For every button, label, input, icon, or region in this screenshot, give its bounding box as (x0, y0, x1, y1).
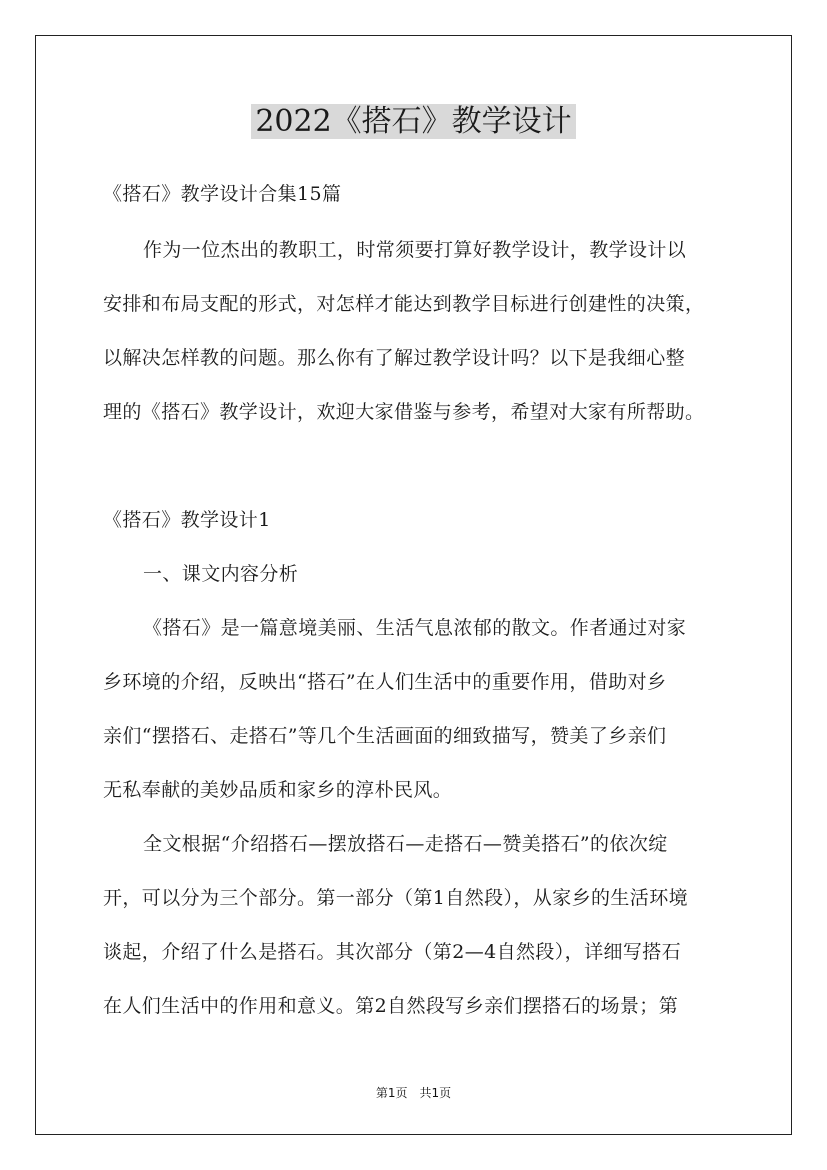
intro-line: 安排和布局支配的形式，对怎样才能达到教学目标进行创建性的决策， (103, 293, 705, 315)
section-heading: 《搭石》教学设计1 (103, 509, 271, 531)
document-title (0, 102, 827, 142)
paragraph-line: 乡环境的介绍，反映出“搭石”在人们生活中的重要作用，借助对乡 (103, 671, 667, 693)
paragraph-line: 亲们“摆搭石、走搭石”等几个生活画面的细致描写，赞美了乡亲们 (103, 725, 667, 747)
intro-line: 理的《搭石》教学设计，欢迎大家借鉴与参考，希望对大家有所帮助。 (103, 401, 705, 423)
paragraph-line: 在人们生活中的作用和意义。第2自然段写乡亲们摆搭石的场景；第 (103, 995, 679, 1017)
page-footer: 第1页 共1页 (375, 1086, 452, 1100)
paragraph-line: 《搭石》是一篇意境美丽、生活气息浓郁的散文。作者通过对家 (143, 617, 687, 639)
document-subtitle: 《搭石》教学设计合集15篇 (103, 183, 342, 205)
intro-line: 以解决怎样教的问题。那么你有了解过教学设计吗？以下是我细心整 (103, 347, 686, 369)
paragraph-line: 开，可以分为三个部分。第一部分（第1自然段），从家乡的生活环境 (103, 887, 688, 909)
paragraph-line: 谈起，介绍了什么是搭石。其次部分（第2—4自然段），详细写搭石 (103, 941, 682, 963)
paragraph-line: 无私奉献的美妙品质和家乡的淳朴民风。 (103, 779, 453, 801)
paragraph-line: 全文根据“介绍搭石—摆放搭石—走搭石—赞美搭石”的依次绽 (143, 833, 668, 855)
document-title-text: 2022《搭石》教学设计 (251, 104, 575, 139)
intro-line: 作为一位杰出的教职工，时常须要打算好教学设计，教学设计以 (143, 239, 687, 261)
sub-heading: 一、课文内容分析 (143, 563, 299, 585)
